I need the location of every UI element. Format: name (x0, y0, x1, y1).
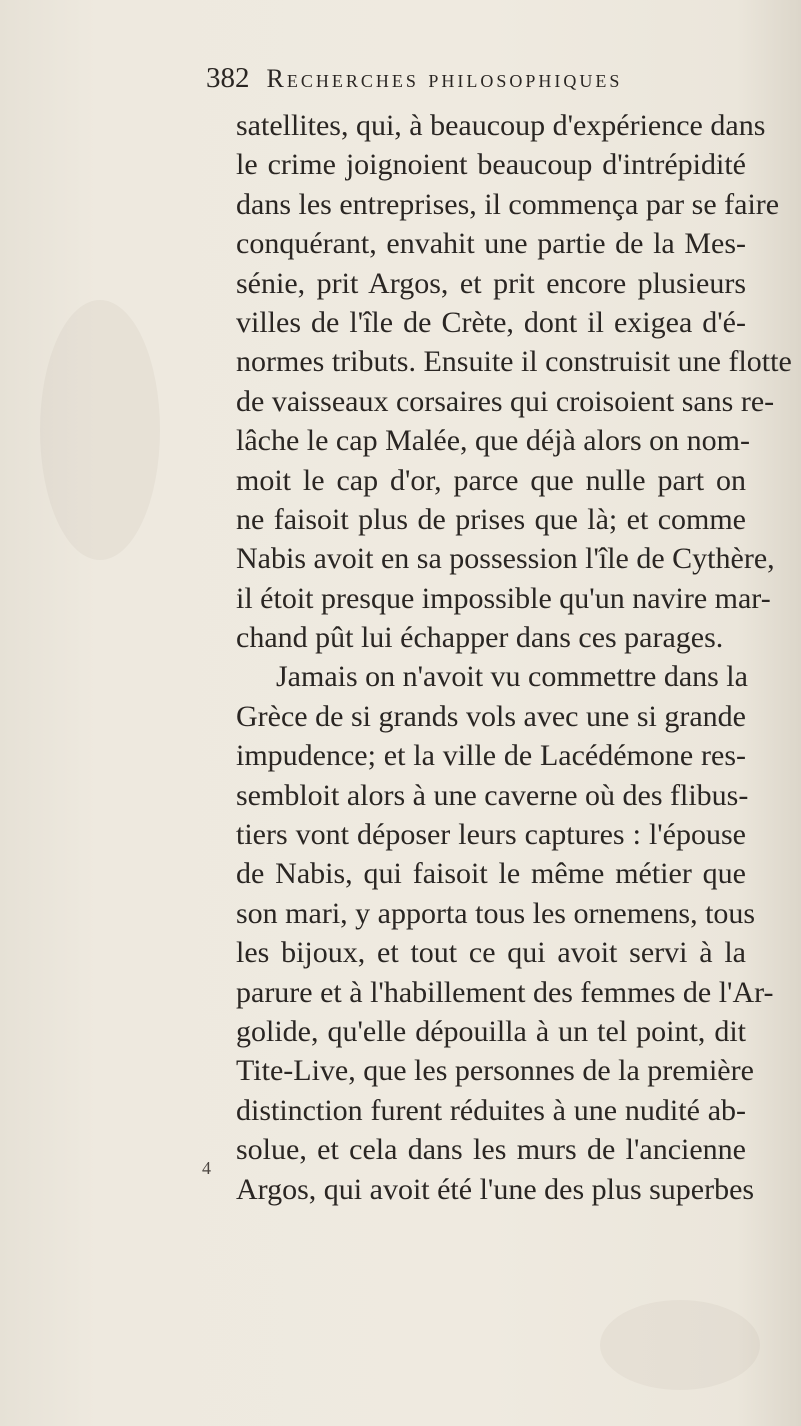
text-line: chand pût lui échapper dans ces parages. (236, 621, 724, 655)
running-header (206, 62, 726, 102)
text-line: le crime joignoient beaucoup d'intrépidité (236, 148, 746, 182)
text-line: solue, et cela dans les murs de l'ancienne (236, 1133, 746, 1167)
text-line: golide, qu'elle dépouilla à un tel point, dit (236, 1014, 746, 1048)
text-line: distinction furent réduites à une nudité ab- (236, 1093, 746, 1127)
text-line: satellites, qui, à beaucoup d'expérience dans (236, 109, 766, 142)
paragraph-start-line: Jamais on n'avoit vu commettre dans la (276, 660, 748, 694)
margin-mark: 4 (202, 1158, 211, 1178)
text-line: Nabis avoit en sa possession l'île de Cythère, (236, 542, 775, 576)
text-line: de vaisseaux corsaires qui croisoient sans re- (236, 384, 775, 418)
text-line: sembloit alors à une caverne où des flibus- (236, 778, 749, 812)
text-line: normes tributs. Ensuite il construisit une flotte (236, 345, 792, 379)
text-line: conquérant, envahit une partie de la Mes- (236, 227, 746, 261)
text-line: les bijoux, et tout ce qui avoit servi à la (236, 936, 746, 970)
paper-stain (40, 300, 160, 560)
text-line: il étoit presque impossible qu'un navire mar- (236, 581, 771, 615)
page-number: 382 (206, 62, 250, 94)
body-text (236, 106, 792, 1209)
text-line: impudence; et la ville de Lacédémone res- (236, 739, 746, 773)
text-line: moit le cap d'or, parce que nulle part on (236, 463, 746, 497)
text-line: parure et à l'habillement des femmes de l'Ar- (236, 975, 774, 1009)
text-line: ne faisoit plus de prises que là; et comme (236, 502, 746, 536)
running-title: Recherches philosophiques (266, 64, 623, 93)
text-line: lâche le cap Malée, que déjà alors on nom- (236, 424, 750, 458)
text-line: Grèce de si grands vols avec une si grande (236, 699, 746, 733)
text-line: villes de l'île de Crète, dont il exigea d'é- (236, 305, 746, 339)
text-line: Tite-Live, que les personnes de la première (236, 1054, 754, 1088)
text-line: Argos, qui avoit été l'une des plus superbes (236, 1172, 755, 1206)
text-line: sénie, prit Argos, et prit encore plusieurs (236, 266, 746, 300)
text-line: dans les entreprises, il commença par se faire (236, 187, 780, 221)
text-line: son mari, y apporta tous les ornemens, tous (236, 896, 756, 930)
text-line: de Nabis, qui faisoit le même métier que (236, 857, 746, 891)
text-line: tiers vont déposer leurs captures : l'épouse (236, 818, 746, 852)
paper-stain (600, 1300, 760, 1390)
